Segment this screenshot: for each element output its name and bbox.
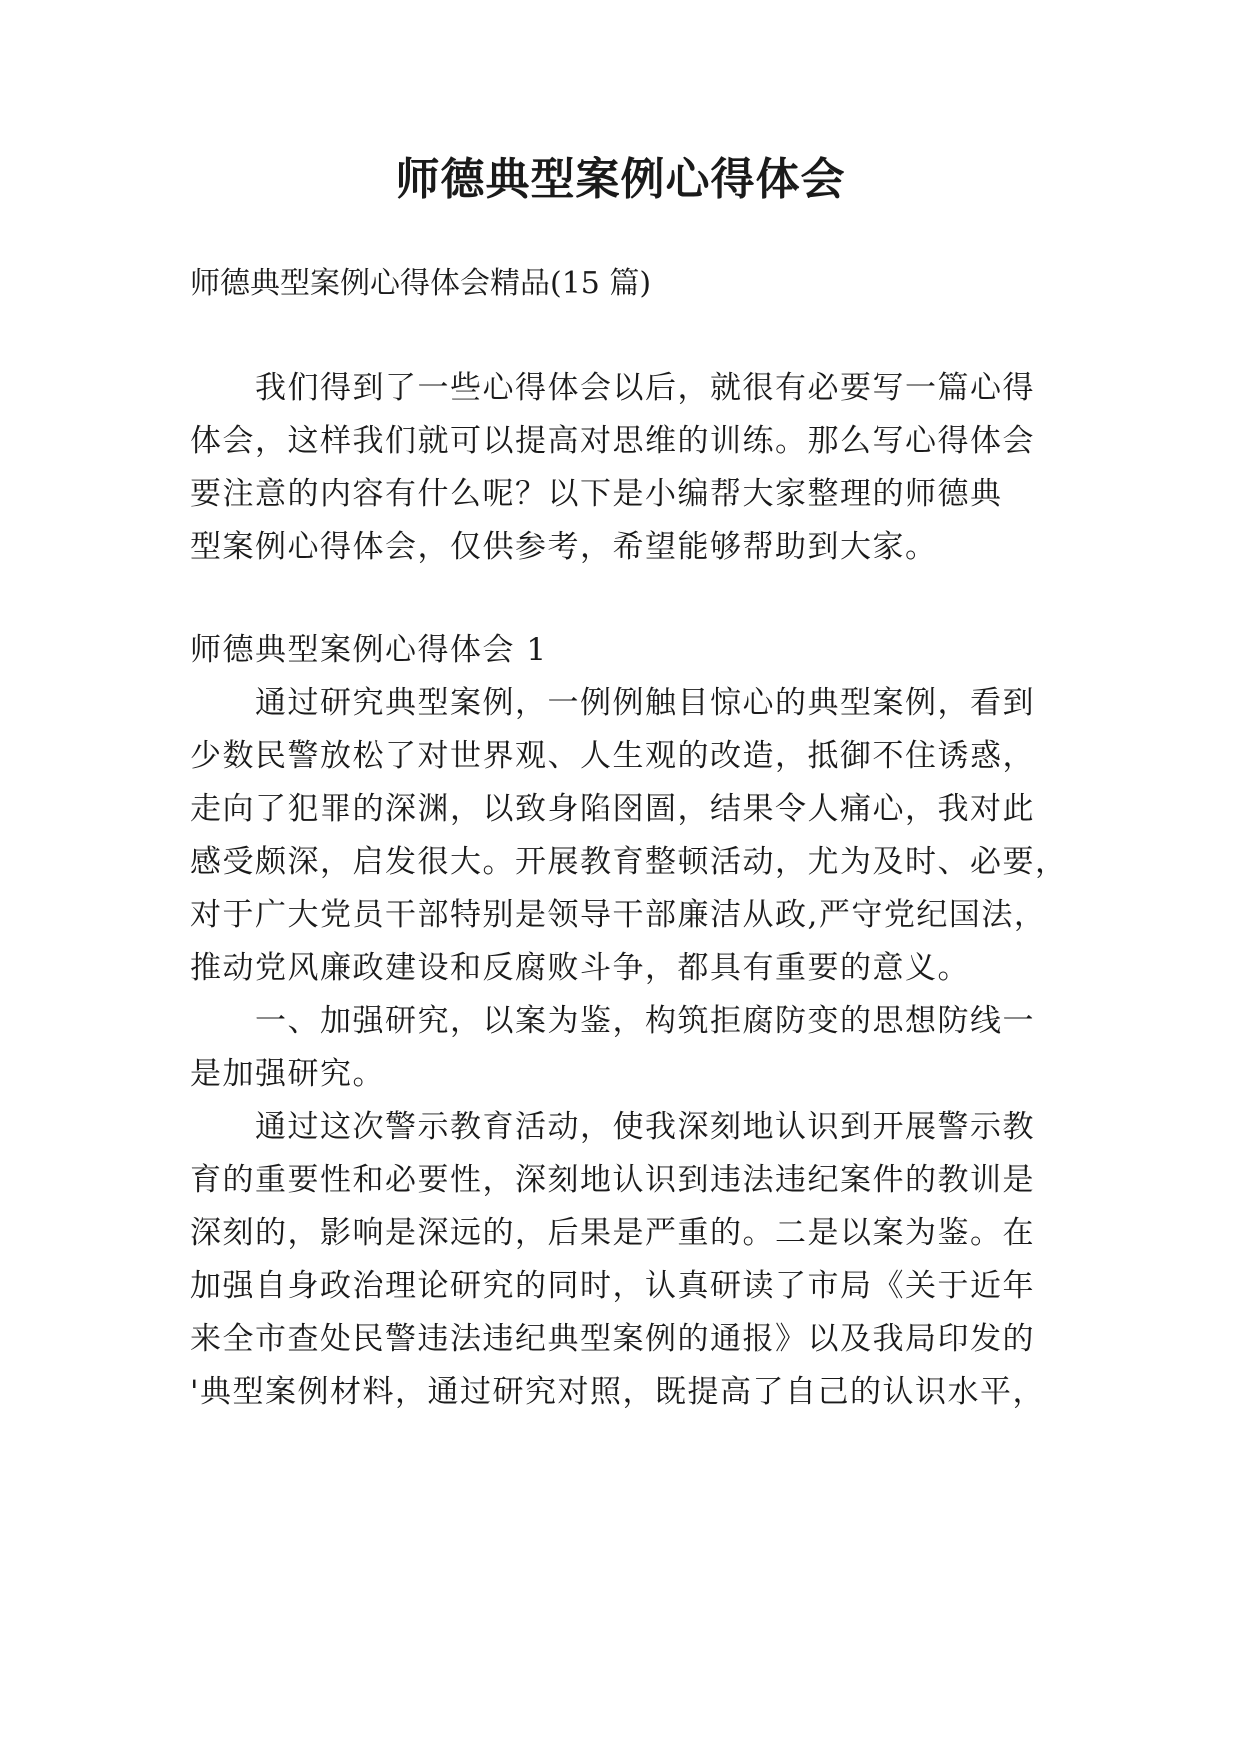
intro-line: 型案例心得体会，仅供参考，希望能够帮助到大家。	[190, 529, 938, 565]
body-line: 是加强研究。	[190, 1056, 385, 1092]
body-line: 对于广大党员干部特别是领导干部廉洁从政,严守党纪国法，	[190, 897, 1047, 933]
intro-line: 体会，这样我们就可以提高对思维的训练。那么写心得体会	[190, 423, 1035, 459]
body-line: 来全市查处民警违法违纪典型案例的通报》以及我局印发的	[190, 1321, 1035, 1357]
body-line: 通过这次警示教育活动，使我深刻地认识到开展警示教	[255, 1109, 1035, 1145]
section-heading: 师德典型案例心得体会 1	[190, 632, 548, 668]
document-subtitle: 师德典型案例心得体会精品(15 篇)	[190, 266, 652, 301]
body-line: '典型案例材料，通过研究对照，既提高了自己的认识水平，	[190, 1374, 1046, 1410]
document-title: 师德典型案例心得体会	[395, 154, 846, 205]
body-line: 推动党风廉政建设和反腐败斗争，都具有重要的意义。	[190, 950, 970, 986]
body-line: 感受颇深，启发很大。开展教育整顿活动，尤为及时、必要，	[190, 844, 1068, 880]
body-line: 育的重要性和必要性，深刻地认识到违法违纪案件的教训是	[190, 1162, 1035, 1198]
body-line: 通过研究典型案例，一例例触目惊心的典型案例，看到	[255, 685, 1035, 721]
intro-line: 要注意的内容有什么呢？以下是小编帮大家整理的师德典	[190, 476, 1003, 512]
body-line: 走向了犯罪的深渊，以致身陷囹圄，结果令人痛心，我对此	[190, 791, 1035, 827]
body-line: 少数民警放松了对世界观、人生观的改造，抵御不住诱惑，	[190, 738, 1035, 774]
body-line: 一、加强研究，以案为鉴，构筑拒腐防变的思想防线一	[255, 1003, 1035, 1039]
intro-line: 我们得到了一些心得体会以后，就很有必要写一篇心得	[255, 370, 1035, 406]
body-line: 加强自身政治理论研究的同时，认真研读了市局《关于近年	[190, 1268, 1035, 1304]
body-line: 深刻的，影响是深远的，后果是严重的。二是以案为鉴。在	[190, 1215, 1035, 1251]
